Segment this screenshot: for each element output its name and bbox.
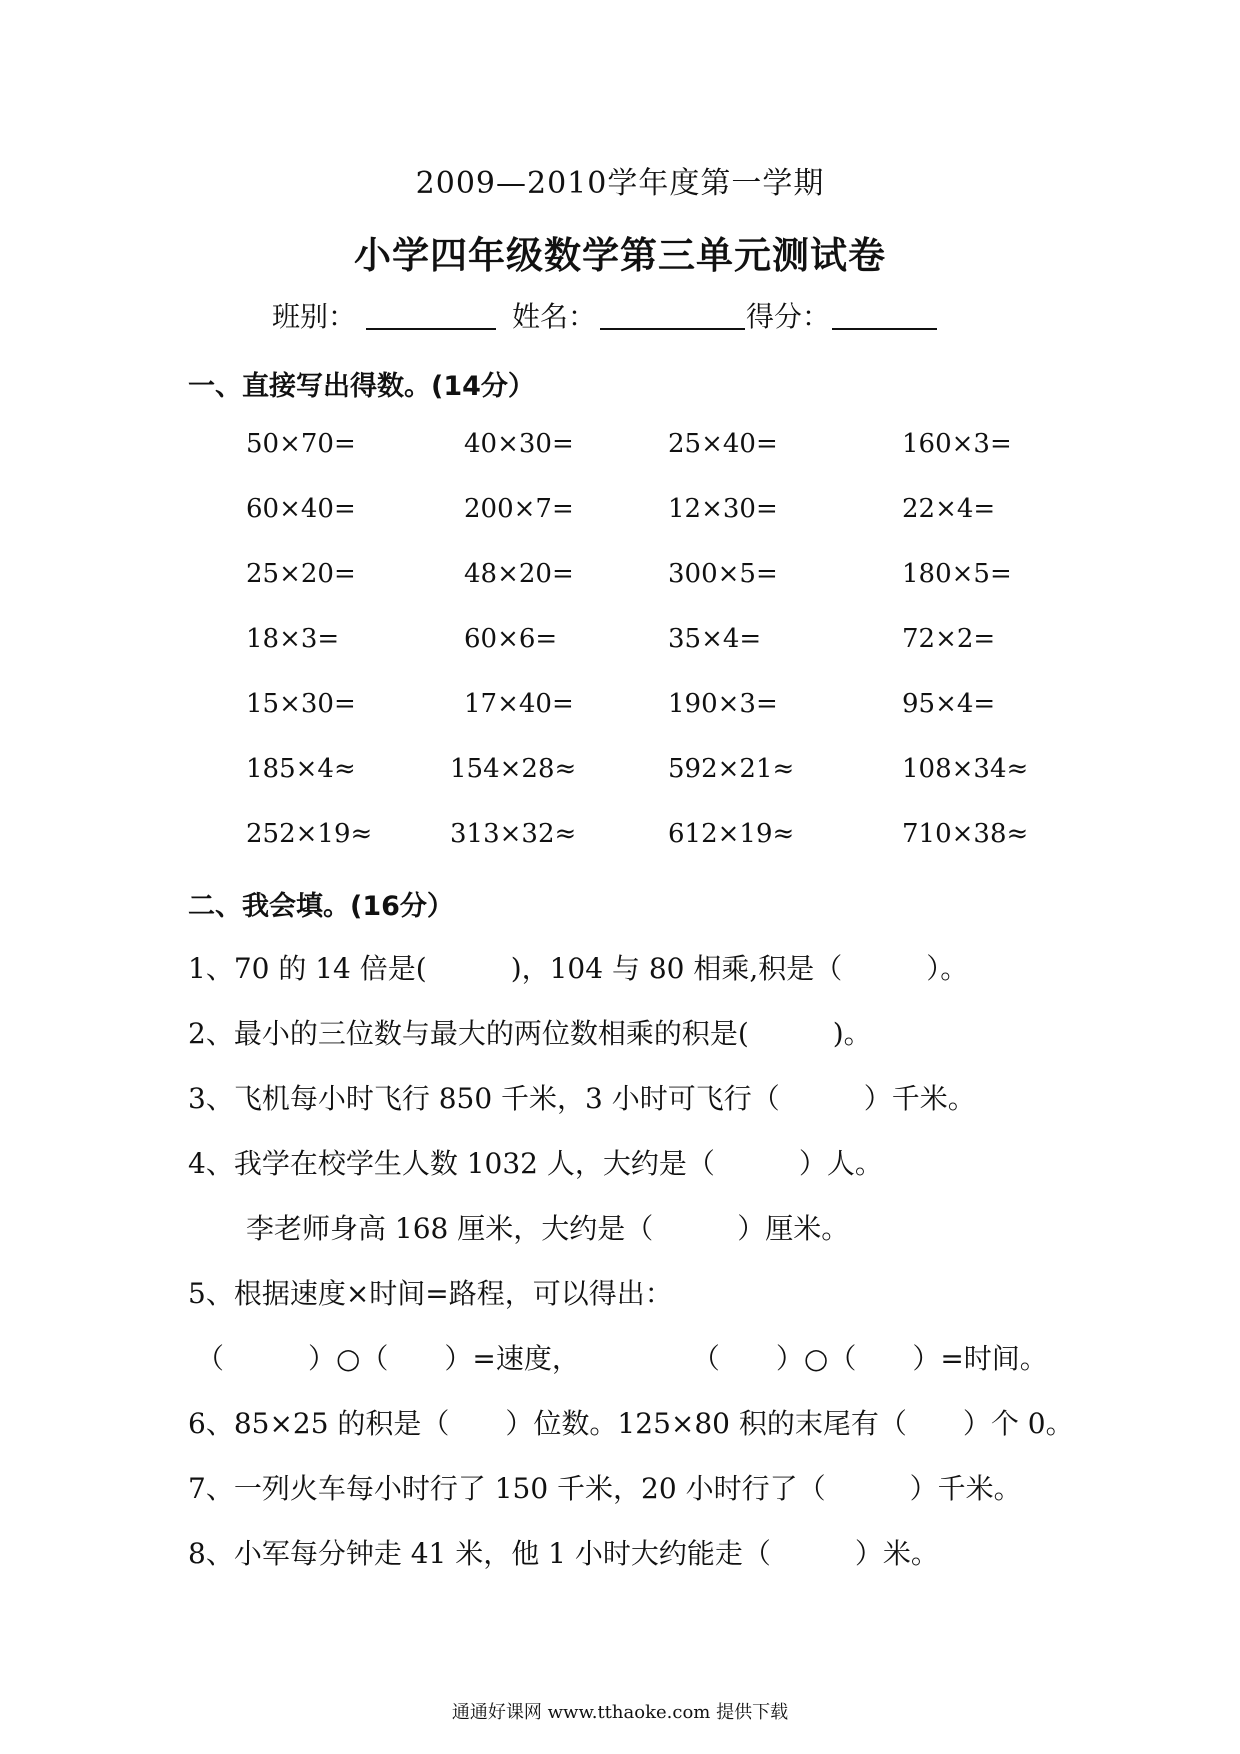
calc-item: 35×4= [668, 624, 762, 654]
calc-item: 252×19≈ [246, 819, 373, 849]
fill-item-3: 3、飞机每小时飞行 850 千米，3 小时可飞行（ ）千米。 [188, 1082, 976, 1115]
class-label: 班别： [272, 300, 357, 333]
calc-item: 15×30= [246, 689, 356, 719]
fill-item-6: 6、85×25 的积是（ ）位数。125×80 积的末尾有（ ）个 0。 [188, 1407, 1074, 1440]
calc-item: 18×3= [246, 624, 340, 654]
calc-item: 17×40= [464, 689, 574, 719]
calc-item: 710×38≈ [902, 819, 1029, 849]
calc-item: 612×19≈ [668, 819, 795, 849]
calc-item: 50×70= [246, 429, 356, 459]
calc-item: 160×3= [902, 429, 1012, 459]
fill-item-5b: （ ）○（ ）=速度， （ ）○（ ）=时间。 [196, 1342, 1048, 1375]
calc-item: 154×28≈ [450, 754, 577, 784]
calc-item: 108×34≈ [902, 754, 1029, 784]
calc-item: 40×30= [464, 429, 574, 459]
exam-subtitle: 2009—2010学年度第一学期 [415, 166, 825, 201]
class-blank-line[interactable] [366, 328, 496, 330]
calc-item: 22×4= [902, 494, 996, 524]
fill-item-1: 1、70 的 14 倍是( )，104 与 80 相乘,积是（ ）。 [188, 952, 969, 985]
name-label: 姓名： [512, 300, 597, 333]
calc-item: 300×5= [668, 559, 778, 589]
exam-title: 小学四年级数学第三单元测试卷 [354, 234, 886, 277]
fill-item-7: 7、一列火车每小时行了 150 千米，20 小时行了（ ）千米。 [188, 1472, 1022, 1505]
name-blank-line[interactable] [600, 328, 745, 330]
calc-item: 180×5= [902, 559, 1012, 589]
fill-item-2: 2、最小的三位数与最大的两位数相乘的积是( )。 [188, 1017, 872, 1050]
calc-item: 185×4≈ [246, 754, 356, 784]
calc-item: 190×3= [668, 689, 778, 719]
calc-item: 313×32≈ [450, 819, 577, 849]
calc-item: 25×40= [668, 429, 778, 459]
fill-item-8: 8、小军每分钟走 41 米，他 1 小时大约能走（ ）米。 [188, 1537, 939, 1570]
fill-item-5: 5、根据速度×时间=路程，可以得出： [188, 1277, 673, 1310]
calc-item: 95×4= [902, 689, 996, 719]
calc-item: 60×40= [246, 494, 356, 524]
calc-item: 12×30= [668, 494, 778, 524]
calc-item: 60×6= [464, 624, 558, 654]
fill-item-4b: 李老师身高 168 厘米，大约是（ ）厘米。 [246, 1212, 850, 1245]
calc-item: 48×20= [464, 559, 574, 589]
section2-heading: 二、我会填。(16分） [188, 891, 454, 922]
calc-item: 72×2= [902, 624, 996, 654]
score-label: 得分： [746, 300, 831, 333]
footer-source: 通通好课网 www.tthaoke.com 提供下载 [451, 1702, 789, 1723]
calc-item: 200×7= [464, 494, 574, 524]
fill-item-4: 4、我学在校学生人数 1032 人，大约是（ ）人。 [188, 1147, 883, 1180]
calc-item: 25×20= [246, 559, 356, 589]
score-blank-line[interactable] [832, 328, 937, 330]
section1-heading: 一、直接写出得数。(14分） [188, 371, 535, 402]
calc-item: 592×21≈ [668, 754, 795, 784]
